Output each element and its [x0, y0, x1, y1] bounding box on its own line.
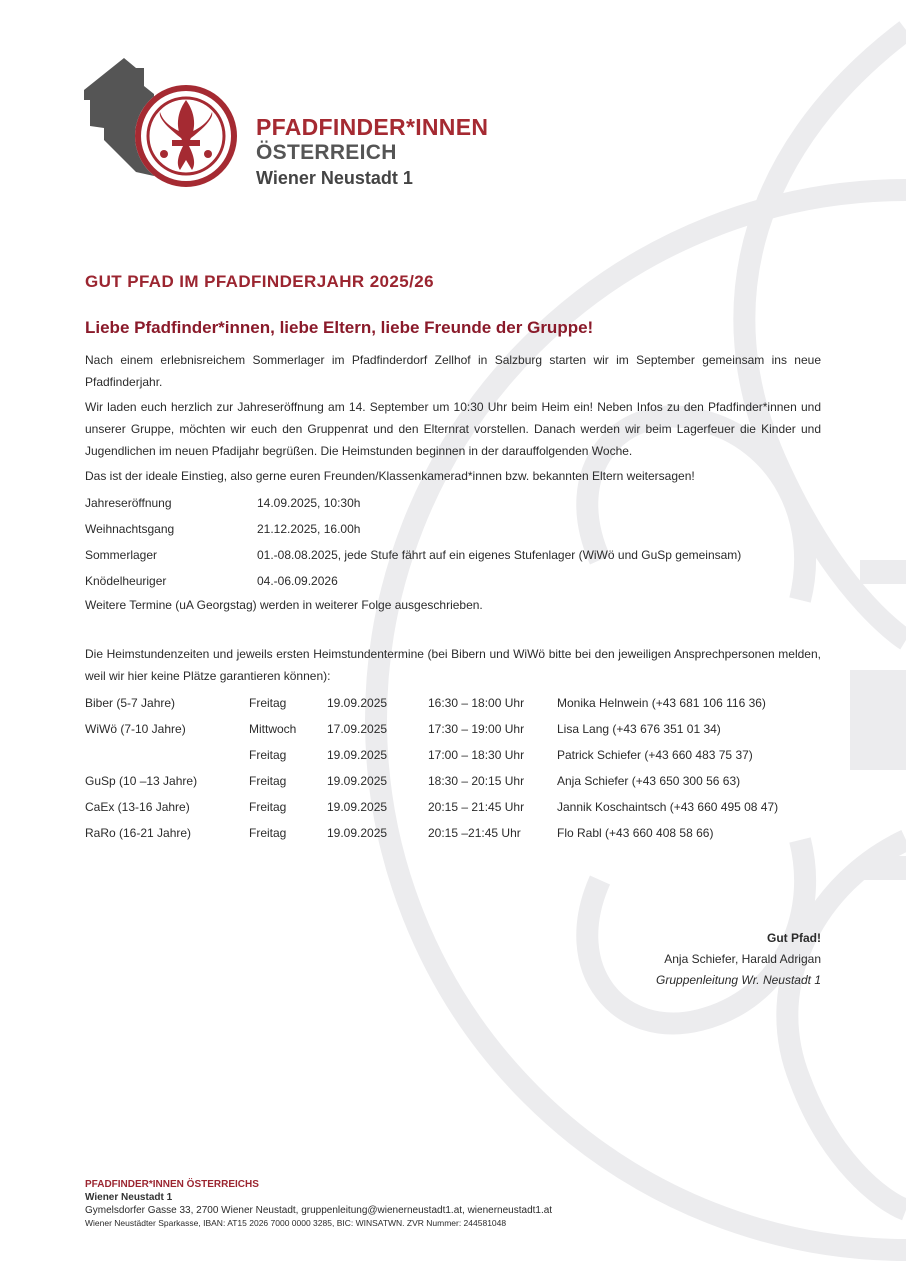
- date-value: 14.09.2025, 10:30h: [257, 496, 361, 510]
- schedule-group: Biber (5-7 Jahre): [85, 696, 176, 710]
- footer-bank: Wiener Neustädter Sparkasse, IBAN: AT15 2026 7000 0000 3285, BIC: WINSATWN. ZVR Nummer: 244581048: [85, 1218, 507, 1228]
- signoff-role: Gruppenleitung Wr. Neustadt 1: [656, 973, 821, 987]
- schedule-time: 20:15 –21:45 Uhr: [428, 826, 521, 840]
- date-label: Jahreseröffnung: [85, 496, 172, 510]
- signoff: [656, 928, 821, 991]
- schedule-date: 19.09.2025: [327, 800, 388, 814]
- schedule-table: [85, 690, 821, 846]
- schedule-row: [85, 690, 821, 716]
- schedule-group: WiWö (7-10 Jahre): [85, 722, 186, 736]
- date-label: Weihnachtsgang: [85, 522, 175, 536]
- schedule-date: 19.09.2025: [327, 774, 388, 788]
- schedule-time: 16:30 – 18:00 Uhr: [428, 696, 525, 710]
- dates-list: [85, 490, 821, 594]
- scout-lily-icon: [135, 85, 237, 187]
- date-value: 01.-08.08.2025, jede Stufe fährt auf ein eigenes Stufenlager (WiWö und GuSp gemeinsam): [257, 548, 742, 562]
- paragraph: Nach einem erlebnisreichem Sommerlager im Pfadfinderdorf Zellhof in Salzburg starten wir im September gemeinsam ins neue Pfadfinderjahr.: [85, 353, 821, 389]
- date-row: [85, 568, 821, 594]
- schedule-day: Freitag: [249, 826, 287, 840]
- date-label: Sommerlager: [85, 548, 158, 562]
- date-value: 04.-06.09.2026: [257, 574, 338, 588]
- schedule-row: [85, 820, 821, 846]
- schedule-date: 19.09.2025: [327, 696, 388, 710]
- signoff-names: Anja Schiefer, Harald Adrigan: [664, 952, 821, 966]
- date-value: 21.12.2025, 16.00h: [257, 522, 361, 536]
- schedule-row: [85, 742, 821, 768]
- schedule-day: Freitag: [249, 748, 287, 762]
- schedule-time: 18:30 – 20:15 Uhr: [428, 774, 525, 788]
- schedule-row: [85, 768, 821, 794]
- letter-body: [85, 349, 821, 846]
- schedule-date: 17.09.2025: [327, 722, 388, 736]
- schedule-contact: Jannik Koschaintsch (+43 660 495 08 47): [557, 800, 779, 814]
- schedule-day: Freitag: [249, 696, 287, 710]
- dates-note: Weitere Termine (uA Georgstag) werden in weiterer Folge ausgeschrieben.: [85, 598, 483, 612]
- schedule-group: RaRo (16-21 Jahre): [85, 826, 192, 840]
- schedule-date: 19.09.2025: [327, 826, 388, 840]
- schedule-time: 17:30 – 19:00 Uhr: [428, 722, 525, 736]
- schedule-time: 17:00 – 18:30 Uhr: [428, 748, 525, 762]
- schedule-intro: Die Heimstundenzeiten und jeweils ersten Heimstundentermine (bei Bibern und WiWö bitte bei den jeweiligen Ansprechpersonen melden, weil wir hier keine Plätze garantieren können):: [85, 647, 821, 683]
- schedule-row: [85, 716, 821, 742]
- footer-org: PFADFINDER*INNEN ÖSTERREICHS: [85, 1179, 259, 1190]
- schedule-contact: Anja Schiefer (+43 650 300 56 63): [557, 774, 741, 788]
- schedule-group: GuSp (10 –13 Jahre): [85, 774, 198, 788]
- logo-subtitle: ÖSTERREICH: [256, 141, 397, 164]
- date-label: Knödelheuriger: [85, 574, 167, 588]
- signoff-greeting: Gut Pfad!: [767, 931, 821, 945]
- schedule-time: 20:15 – 21:45 Uhr: [428, 800, 525, 814]
- logo-title: PFADFINDER*INNEN: [256, 114, 489, 140]
- schedule-day: Mittwoch: [249, 722, 297, 736]
- schedule-group: CaEx (13-16 Jahre): [85, 800, 190, 814]
- schedule-date: 19.09.2025: [327, 748, 388, 762]
- schedule-day: Freitag: [249, 800, 287, 814]
- schedule-contact: Patrick Schiefer (+43 660 483 75 37): [557, 748, 753, 762]
- date-row: [85, 490, 821, 516]
- salutation: Liebe Pfadfinder*innen, liebe Eltern, liebe Freunde der Gruppe!: [85, 318, 594, 337]
- logo-group-name: Wiener Neustadt 1: [256, 168, 413, 188]
- page-title: GUT PFAD IM PFADFINDERJAHR 2025/26: [85, 272, 434, 291]
- header-logo: [84, 56, 504, 196]
- schedule-day: Freitag: [249, 774, 287, 788]
- paragraph: Das ist der ideale Einstieg, also gerne euren Freunden/Klassenkamerad*innen bzw. bekannten Eltern weitersagen!: [85, 469, 695, 483]
- schedule-contact: Lisa Lang (+43 676 351 01 34): [557, 722, 721, 736]
- date-row: [85, 516, 821, 542]
- footer-group: Wiener Neustadt 1: [85, 1192, 173, 1203]
- schedule-contact: Flo Rabl (+43 660 408 58 66): [557, 826, 714, 840]
- paragraph: Wir laden euch herzlich zur Jahreseröffnung am 14. September um 10:30 Uhr beim Heim ein! Neben Infos zu den Pfadfinder*innen und unserer Gruppe, möchten wir euch den Gruppenrat und den Elternrat vorstellen. Danach werden wir beim Lagerfeuer die Kinder und Jugendlichen im neuen Pfadijahr begrüßen. Die Heimstunden beginnen in der darauffolgenden Woche.: [85, 400, 821, 458]
- footer: [85, 1178, 552, 1230]
- schedule-contact: Monika Helnwein (+43 681 106 116 36): [557, 696, 766, 710]
- footer-address: Gymelsdorfer Gasse 33, 2700 Wiener Neustadt, gruppenleitung@wienerneustadt1.at, wienerneustadt1.at: [85, 1205, 553, 1216]
- date-row: [85, 542, 821, 568]
- schedule-row: [85, 794, 821, 820]
